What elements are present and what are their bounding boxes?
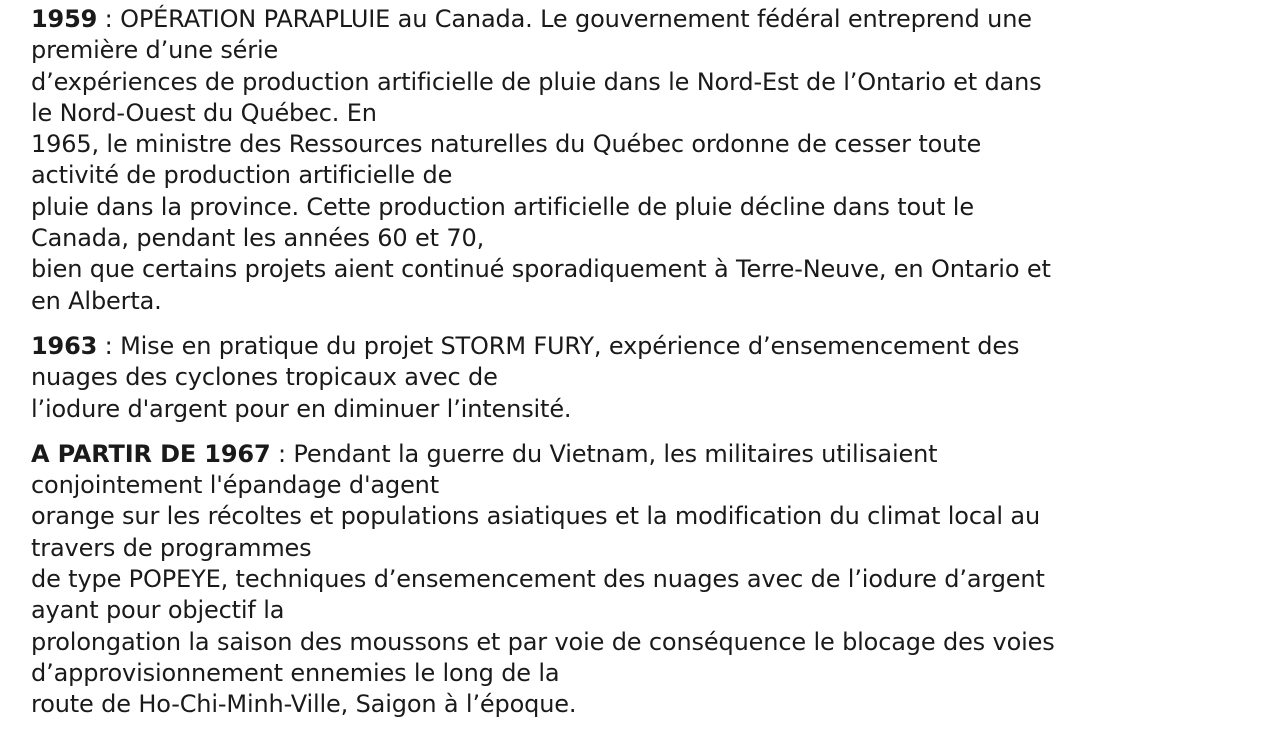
entry-line: l’iodure d'argent pour en diminuer l’intensité. bbox=[31, 394, 572, 423]
entry-line: bien que certains projets aient continué sporadiquement à Terre-Neuve, en Ontario et bbox=[31, 255, 1051, 284]
entry-text: : OPÉRATION PARAPLUIE au Canada. Le gouvernement fédéral entreprend une bbox=[97, 5, 1032, 33]
entry-line: orange sur les récoltes et populations asiatiques et la modification du climat local au bbox=[31, 502, 1041, 531]
timeline-entry-1967 bbox=[31, 439, 1271, 721]
entry-line: en Alberta. bbox=[31, 286, 162, 315]
timeline-entry-1959 bbox=[31, 4, 1271, 317]
entry-line bbox=[31, 331, 1271, 362]
entry-line: travers de programmes bbox=[31, 533, 312, 562]
entry-line bbox=[31, 439, 1271, 470]
entry-line: de type POPEYE, techniques d’ensemencement des nuages avec de l’iodure d’argent bbox=[31, 565, 1045, 594]
entry-line: première d’une série bbox=[31, 36, 279, 65]
entry-line: activité de production artificielle de bbox=[31, 161, 453, 190]
entry-line: d’approvisionnement ennemies le long de la bbox=[31, 658, 560, 687]
entry-year: 1963 bbox=[31, 331, 98, 360]
entry-line: Canada, pendant les années 60 et 70, bbox=[31, 224, 485, 253]
entry-line: le Nord-Ouest du Québec. En bbox=[31, 98, 377, 127]
timeline-entry-1963 bbox=[31, 331, 1271, 425]
entry-text: : Pendant la guerre du Vietnam, les militaires utilisaient bbox=[270, 439, 938, 468]
entry-line: nuages des cyclones tropicaux avec de bbox=[31, 363, 498, 392]
entry-line: conjointement l'épandage d'agent bbox=[31, 471, 440, 500]
entry-year: 1959 bbox=[31, 5, 98, 33]
document-body bbox=[31, 4, 1271, 735]
entry-line: 1965, le ministre des Ressources naturelles du Québec ordonne de cesser toute bbox=[31, 130, 982, 159]
entry-line: ayant pour objectif la bbox=[31, 596, 285, 625]
entry-year: A PARTIR DE 1967 bbox=[31, 439, 271, 468]
entry-line: pluie dans la province. Cette production artificielle de pluie décline dans tout le bbox=[31, 192, 974, 221]
entry-line: d’expériences de production artificielle de pluie dans le Nord-Est de l’Ontario et dans bbox=[31, 67, 1042, 96]
entry-line bbox=[31, 4, 1271, 35]
entry-line: prolongation la saison des moussons et par voie de conséquence le blocage des voies bbox=[31, 627, 1055, 656]
entry-text: : Mise en pratique du projet STORM FURY, expérience d’ensemencement des bbox=[97, 331, 1020, 360]
entry-line: route de Ho-Chi-Minh-Ville, Saigon à l’époque. bbox=[31, 690, 577, 719]
